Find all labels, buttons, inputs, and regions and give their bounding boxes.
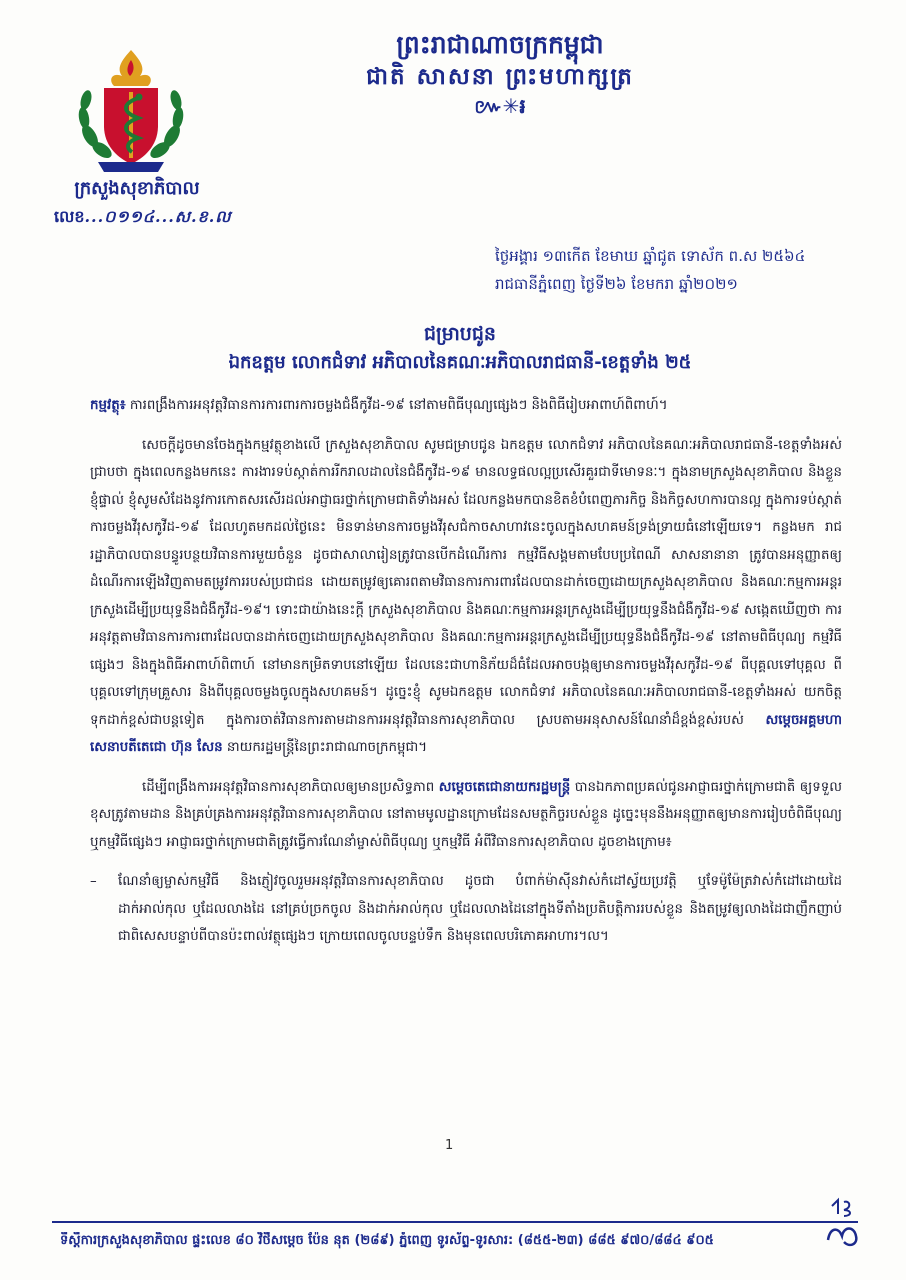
addressee: ឯកឧត្តម លោកជំទាវ អភិបាលនៃគណៈអភិបាលរាជធានី-ខេត្តទាំង ២៥ <box>228 351 692 373</box>
ministry-emblem-icon <box>72 46 190 178</box>
lunar-date: ថ្ងៃអង្គារ ១៣កើត ខែមាឃ ឆ្នាំជូត ទោស័ក ព.ស ២៥៦៤ <box>495 247 806 265</box>
salutation: ជម្រាបជូន <box>424 323 496 345</box>
prime-minister-short-title: សម្តេចតេជោនាយករដ្ឋមន្ត្រី <box>438 779 571 795</box>
subject-text: ការពង្រឹងការអនុវត្តវិធានការការពារការចម្លងជំងឺកូវីដ-១៩ នៅតាមពិធីបុណ្យផ្សេងៗ និងពិធីរៀបអាពាហ៍ពិពាហ៍។ <box>125 398 668 413</box>
bullet-dash: – <box>90 874 97 889</box>
bullet-text: ណែនាំឲ្យម្ចាស់កម្មវិធី និងភ្ញៀវចូលរួមអនុវត្តវិធានការសុខាភិបាល ដូចជា បំពាក់ម៉ាស៊ីនវាស់កំដៅស្វ័យប្រវត្តិ ឬទែម៉ូម៉ែត្រវាស់កំដៅដោយដៃ ដាក់អាល់កុល ឬដែលលាងដៃ នៅគ្រប់ច្រកចូល និងដាក់អាល់កុល ឬដែលលាងដៃនៅក្នុងទីតាំងប្រតិបត្តិការរបស់ខ្លួន និងតម្រូវឲ្យលាងដៃជាញឹកញាប់ ជាពិសេសបន្ទាប់ពីបានប៉ះពាល់វត្ថុផ្សេងៗ ក្រោយពេលចូលបន្ទប់ទឹក និងមុនពេលបរិភោគអាហារ។ល។ <box>118 874 842 944</box>
paragraph-1-text: សេចក្តីដូចមានចែងក្នុងកម្មវត្ថុខាងលើ ក្រសួងសុខាភិបាល សូមជម្រាបជូន ឯកឧត្តម លោកជំទាវ អភិបាលនៃគណៈអភិបាលរាជធានី-ខេត្តទាំងអស់ជ្រាបថា ក្នុងពេលកន្លងមកនេះ ការងារទប់ស្កាត់ការរីករាលដាលនៃជំងឺកូវីដ-១៩ មានលទ្ធផលល្អប្រសើរគួរជាទីមោទនៈ។ ក្នុងនាមក្រសួងសុខាភិបាល និងខ្លួនខ្ញុំផ្ទាល់ ខ្ញុំសូមសំដែងនូវការកោតសរសើរដល់អាជ្ញាធរថ្នាក់ក្រោមជាតិទាំងអស់ ដែលកន្លងមកបានខិតខំបំពេញភារកិច្ច និងកិច្ចសហការបានល្អ ក្នុងការទប់ស្កាត់ការចម្លងវីរុសកូវីដ-១៩ ដែលហូតមកដល់ថ្ងៃនេះ មិនទាន់មានការចម្លងវីរុសជំកាចសាហាវនេះចូលក្នុងសហគមន៍ទ្រង់ទ្រាយធំនៅឡើយទេ។ កន្លងមក រាជរដ្ឋាភិបាលបានបន្ធូរបន្ថយវិធានការមួយចំនួន ដូចជាសាលារៀនត្រូវបានបើកដំណើរការ កម្មវិធីសង្គមតាមបែបប្រពៃណី សាសនានានា ត្រូវបានអនុញ្ញាតឲ្យដំណើរការឡើងវិញតាមតម្រូវការរបស់ប្រជាជន ដោយតម្រូវឲ្យគោរពតាមវិធានការការពារដែលបានដាក់ចេញដោយក្រសួងសុខាភិបាល និងគណៈកម្មការអន្តរក្រសួងដើម្បីប្រយុទ្ធនឹងជំងឺកូវីដ-១៩។ ទោះជាយ៉ាងនេះក្តី ក្រសួងសុខាភិបាល និងគណៈកម្មការអន្តរក្រសួងដើម្បីប្រយុទ្ធនឹងជំងឺកូវីដ-១៩ សង្កេតឃើញថា ការអនុវត្តតាមវិធានការការពារដែលបានដាក់ចេញដោយក្រសួងសុខាភិបាល និងគណៈកម្មការអន្តរក្រសួងដើម្បីប្រយុទ្ធនឹងជំងឺកូវីដ-១៩ នៅតាមពិធីបុណ្យ កម្មវិធីផ្សេងៗ និងក្នុងពិធីអាពាហ៍ពិពាហ៍ នៅមានកម្រិតទាបនៅឡើយ ដែលនេះជាហានិភ័យដ៏ធំដែលអាចបង្កឲ្យមានការចម្លងវីរុសកូវីដ-១៩ ពីបុគ្គលទៅបុគ្គល ពីបុគ្គលទៅក្រុមគ្រួសារ និងពីបុគ្គលចម្លងចូលក្នុងសហគមន៍។ ដូច្នេះខ្ញុំ សូមឯកឧត្តម លោកជំទាវ អភិបាលនៃគណៈអភិបាលរាជធានី-ខេត្តទាំងអស់ យកចិត្តទុកដាក់ខ្ពស់ជាបន្តទៀត ក្នុងការចាត់វិធានការតាមដានការអនុវត្តវិធានការសុខាភិបាល ស្របតាមអនុសាសន៍ណែនាំដ៏ខ្ពង់ខ្ពស់របស់ <box>90 437 843 728</box>
paragraph-2-end: បានឯកភាពប្រគល់ជូនអាជ្ញាធរថ្នាក់ក្រោមជាតិ ឲ្យទទួលខុសត្រូវតាមដាន និងគ្រប់គ្រងការអនុវត្តវិធានការសុខាភិបាល នៅតាមមូលដ្ឋានក្រោមដែនសមត្ថកិច្ចរបស់ខ្លួន ដូច្នេះមុននឹងអនុញ្ញាតឲ្យមានការរៀបចំពិធីបុណ្យ ឬកម្មវិធីផ្សេងៗ អាជ្ញាធរថ្នាក់ក្រោមជាតិត្រូវធ្វើការណែនាំម្ចាស់ពិធីបុណ្យ ឬកម្មវិធី អំពីវិធានការសុខាភិបាល ដូចខាងក្រោម៖ <box>90 779 842 850</box>
reference-number <box>54 206 232 230</box>
ministry-name: ក្រសួងសុខាភិបាល <box>74 178 200 199</box>
kingdom-motto <box>300 28 700 120</box>
reference-label: លេខ <box>54 207 85 226</box>
reference-value: ...០១១៤...ស.ខ.ល <box>84 207 232 226</box>
date-block <box>495 243 855 299</box>
paragraph-1 <box>90 432 842 762</box>
list-item <box>90 868 842 951</box>
national-motto: ជាតិ សាសនា ព្រះមហាក្សត្រ <box>366 63 634 90</box>
paragraph-1-end: នាយករដ្ឋមន្ត្រីនៃព្រះរាជាណាចក្រកម្ពុជា។ <box>222 740 428 755</box>
footer-address: ទីស្តីការក្រសួងសុខាភិបាល ផ្ទះលេខ ៨០ វិថីសម្តេច ប៉ែន នុត (២៨៩) ភ្នំពេញ ទូរស័ព្ទ-ទូរសារ: (៨៥៥-២៣) ៨៨៥ ៩៧០/៨៨៤ ៩០៥ <box>60 1233 714 1248</box>
subject-line <box>90 392 842 420</box>
letter-body <box>90 392 842 951</box>
ornament-divider: ៚✳៛ <box>474 93 526 118</box>
kingdom-name: ព្រះរាជាណាចក្រកម្ពុជា <box>396 30 604 59</box>
paragraph-2 <box>90 774 842 857</box>
paragraph-2-start: ដើម្បីពង្រឹងការអនុវត្តវិធានការសុខាភិបាលឲ្យមានប្រសិទ្ធភាព <box>142 779 439 795</box>
solar-date: រាជធានីភ្នំពេញ ថ្ងៃទី២៦ ខែមករា ឆ្នាំ២០២១ <box>495 274 738 293</box>
footer-divider <box>52 1221 858 1223</box>
handwritten-initials-icon <box>824 1196 864 1252</box>
prime-minister-title: សម្តេចអគ្គមហាសេនាបតីតេជោ ហ៊ុន សែន <box>90 712 842 755</box>
subject-label: កម្មវត្ថុ៖ <box>90 398 126 413</box>
addressee-heading <box>80 320 840 376</box>
page-number: 1 <box>445 1138 454 1153</box>
